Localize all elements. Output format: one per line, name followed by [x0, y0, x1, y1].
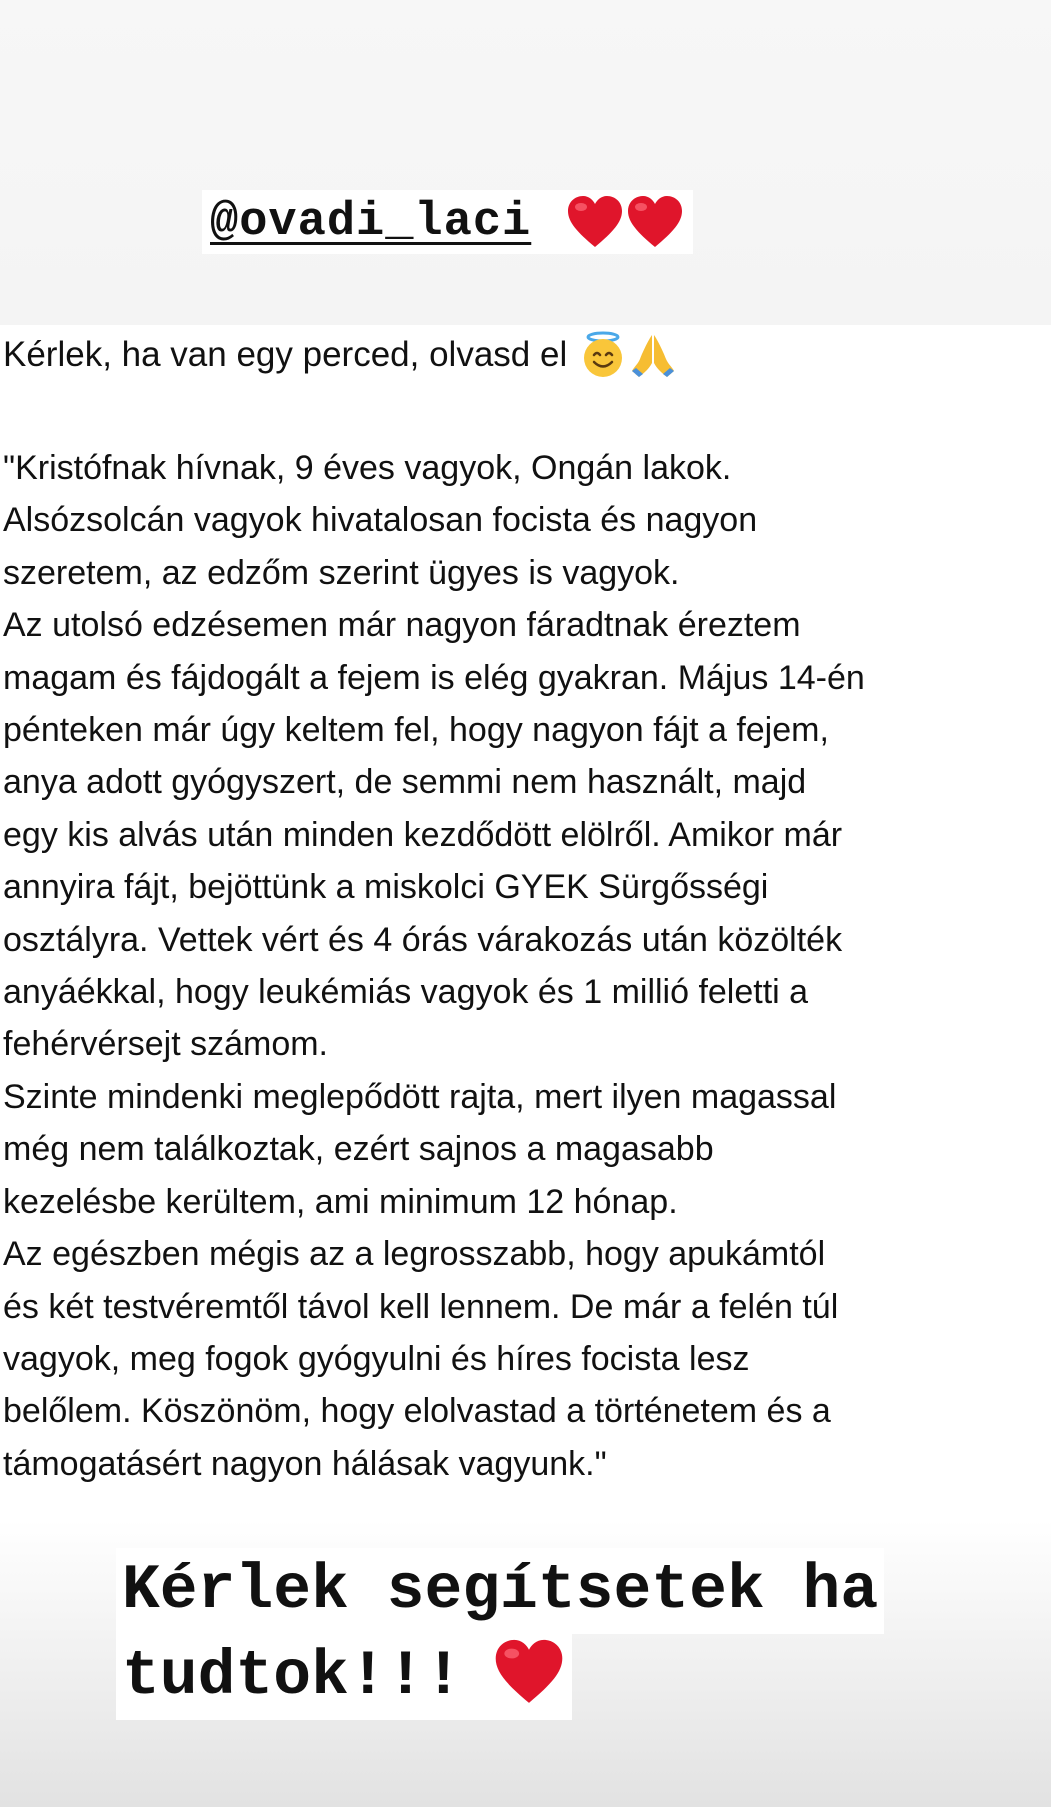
- cta-line-2: [116, 1634, 572, 1720]
- folded-hands-icon: [629, 331, 677, 379]
- story-line: vagyok, meg fogok gyógyulni és híres focista lesz: [3, 1339, 750, 1378]
- cta-line-2-text: tudtok!!!: [122, 1641, 463, 1712]
- story-line: még nem találkoztak, ezért sajnos a magasabb: [3, 1130, 714, 1169]
- mention-username[interactable]: @ovadi_laci: [210, 195, 532, 249]
- story-line: annyira fájt, bejöttünk a miskolci GYEK Sürgősségi: [3, 868, 769, 907]
- hearts-group: [565, 194, 685, 250]
- smiling-face-with-halo-icon: [579, 331, 627, 379]
- story-line: anyáékkal, hogy leukémiás vagyok és 1 millió feletti a: [3, 973, 809, 1012]
- story-line: szeretem, az edzőm szerint ügyes is vagyok.: [3, 553, 680, 592]
- story-line: osztályra. Vettek vért és 4 órás várakozás után közölték: [3, 920, 843, 959]
- red-heart-icon: [565, 194, 625, 250]
- story-line: egy kis alvás után minden kezdődött elölről. Amikor már: [3, 815, 843, 854]
- story-line: pénteken már úgy keltem fel, hogy nagyon fájt a fejem,: [3, 711, 829, 750]
- story-line: belőlem. Köszönöm, hogy elolvastad a történetem és a: [3, 1392, 831, 1431]
- call-to-action-sticker: [112, 1548, 1040, 1720]
- intro-text-row: [3, 331, 677, 379]
- story-text: [3, 442, 1049, 1490]
- mention-sticker[interactable]: [202, 190, 693, 254]
- red-heart-icon: [492, 1637, 566, 1707]
- story-line: magam és fájdogált a fejem is elég gyakran. Május 14-én: [3, 658, 865, 697]
- story-line: Az egészben mégis az a legrosszabb, hogy apukámtól: [3, 1235, 826, 1274]
- story-line: "Kristófnak hívnak, 9 éves vagyok, Ongán lakok.: [3, 449, 732, 487]
- story-line: Alsózsolcán vagyok hivatalosan focista és nagyon: [3, 501, 758, 540]
- intro-emoji-group: [579, 331, 677, 379]
- top-background-band: [0, 0, 1051, 325]
- story-line: Az utolsó edzésemen már nagyon fáradtnak éreztem: [3, 606, 801, 645]
- story-line: anya adott gyógyszert, de semmi nem használt, majd: [3, 763, 807, 802]
- story-line: támogatásért nagyon hálásak vagyunk.": [3, 1444, 607, 1483]
- red-heart-icon: [625, 194, 685, 250]
- story-line: Szinte mindenki meglepődött rajta, mert ilyen magassal: [3, 1077, 837, 1116]
- story-line: kezelésbe kerültem, ami minimum 12 hónap.: [3, 1182, 678, 1221]
- story-line: fehérvérsejt számom.: [3, 1025, 328, 1064]
- story-line: és két testvéremtől távol kell lennem. De már a felén túl: [3, 1287, 839, 1326]
- cta-line-1: Kérlek segítsetek ha: [116, 1548, 884, 1634]
- intro-text: Kérlek, ha van egy perced, olvasd el: [3, 335, 568, 374]
